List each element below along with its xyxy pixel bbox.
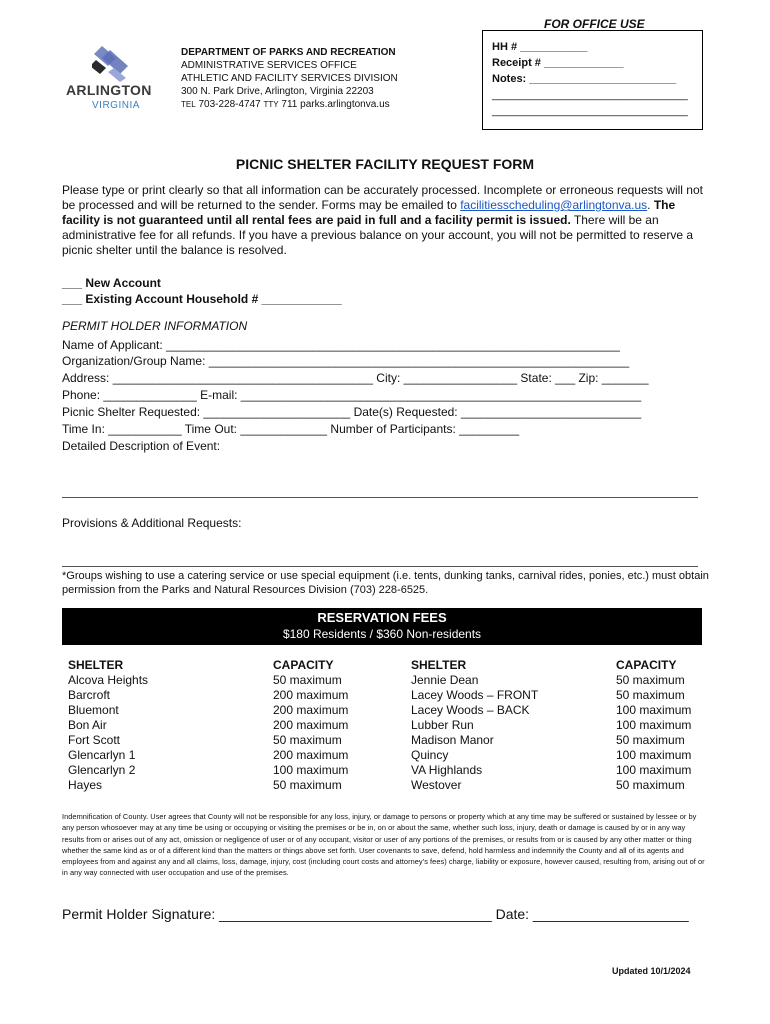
list-item: Lacey Woods – FRONT: [411, 688, 539, 702]
notes-field[interactable]: Notes: ________________________: [492, 73, 677, 85]
list-item: 200 maximum: [273, 688, 349, 702]
tty-label: TTY: [263, 100, 279, 109]
notes-line-1[interactable]: ________________________________: [492, 89, 688, 101]
shelter-list-right: [411, 673, 538, 793]
logo-name: ARLINGTON: [66, 82, 152, 98]
list-item: Barcroft: [68, 688, 111, 702]
list-item: Madison Manor: [411, 733, 494, 747]
catering-note: *Groups wishing to use a catering service or use special equipment (i.e. tents, dunking tanks, carnival rides, ponies, etc.) must obtain permission from the Parks and Natural Resources Division (703) 228-6525.: [62, 570, 709, 596]
reservation-fees-banner: [62, 608, 702, 645]
dept-contact: [181, 98, 398, 111]
tel-label: TEL: [181, 100, 196, 109]
list-item: 200 maximum: [273, 748, 349, 762]
provisions-line[interactable]: [62, 566, 698, 567]
shelter-date-field[interactable]: Picnic Shelter Requested: ______________________ Date(s) Requested: ___________________________: [62, 405, 642, 419]
applicant-name-field[interactable]: Name of Applicant: ____________________________________________________________________: [62, 338, 620, 352]
dept-division: ATHLETIC AND FACILITY SERVICES DIVISION: [181, 73, 398, 84]
list-item: 100 maximum: [616, 703, 692, 717]
list-item: Lacey Woods – BACK: [411, 703, 530, 717]
permit-holder-heading: PERMIT HOLDER INFORMATION: [62, 319, 248, 333]
department-block: [181, 46, 398, 111]
indemnification-text: Indemnification of County. User agrees that County will not be responsible for any loss, injury, or damage to persons or property which at any time may be suffered or sustained by lessee or by any person whosoever may at any time be using or occupying or visiting the premises or be in, on or about the same, whether such loss, injury, death or damage is caused by or in any way results from or arises out of any act, omission or negligence of user or of any occupant, visitor or user of any portions of the premises, or results from or is caused by any other matter or thing whether the same kind as or of a different kind than the matters or things above set forth. User covenants to save, defend, hold harmless and indemnify the County and all of its agents and employees from and against any and all claims, loss, damage, injury, cost (including court costs and attorney’s fees) charge, liability or exposure, however caused, resulting from, arising out of or in any way connected with user occupation and use of the premises.: [62, 812, 705, 878]
time-participants-field[interactable]: Time In: ___________ Time Out: _____________ Number of Participants: _________: [62, 422, 520, 436]
list-item: Lubber Run: [411, 718, 474, 732]
list-item: VA Highlands: [411, 763, 483, 777]
arlington-logo-icon: [92, 46, 132, 82]
shelter-list-left: [68, 673, 148, 793]
list-item: Glencarlyn 2: [68, 763, 136, 777]
list-item: 100 maximum: [616, 718, 692, 732]
list-item: 50 maximum: [616, 688, 685, 702]
list-item: 100 maximum: [273, 763, 349, 777]
list-item: Hayes: [68, 778, 103, 792]
receipt-field[interactable]: Receipt # _____________: [492, 57, 624, 69]
list-item: Quincy: [411, 748, 449, 762]
website[interactable]: parks.arlingtonva.us: [300, 99, 390, 110]
list-item: 100 maximum: [616, 763, 692, 777]
intro-paragraph: [62, 183, 712, 258]
provisions-label: Provisions & Additional Requests:: [62, 516, 242, 530]
list-item: Bon Air: [68, 718, 107, 732]
updated-date: Updated 10/1/2024: [612, 966, 691, 976]
signature-date-field[interactable]: Permit Holder Signature: ___________________________________ Date: ____________________: [62, 906, 689, 922]
fees-title: RESERVATION FEES: [317, 610, 447, 625]
shelter-header-left: SHELTER: [68, 658, 124, 672]
list-item: Westover: [411, 778, 462, 792]
capacity-header-left: CAPACITY: [273, 658, 334, 672]
capacity-list-left: [273, 673, 348, 793]
phone-email-field[interactable]: Phone: ______________ E-mail: ____________________________________________________________: [62, 388, 642, 402]
intro-bold-notice: The facility is not guaranteed until all rental fees are paid in full and a facility permit is issued.: [62, 198, 676, 227]
list-item: 50 maximum: [273, 778, 342, 792]
email-link[interactable]: facilitiesscheduling@arlingtonva.us: [460, 198, 648, 212]
fees-rate: $180 Residents / $360 Non-residents: [282, 627, 482, 641]
list-item: 50 maximum: [616, 673, 685, 687]
organization-field[interactable]: Organization/Group Name: _______________________________________________________________: [62, 354, 630, 368]
dept-office: ADMINISTRATIVE SERVICES OFFICE: [181, 60, 357, 71]
logo-sub: VIRGINIA: [92, 100, 140, 111]
tel-number: 703-228-4747: [198, 99, 261, 110]
office-use-box: [482, 30, 703, 130]
intro-text-2: .: [647, 198, 654, 212]
list-item: 100 maximum: [616, 748, 692, 762]
list-item: Fort Scott: [68, 733, 121, 747]
shelter-header-right: SHELTER: [411, 658, 467, 672]
list-item: Jennie Dean: [411, 673, 479, 687]
existing-account-option[interactable]: ___ Existing Account Household # ____________: [62, 292, 342, 306]
capacity-header-right: CAPACITY: [616, 658, 677, 672]
list-item: Alcova Heights: [68, 673, 149, 687]
list-item: 50 maximum: [616, 733, 685, 747]
office-use-label: FOR OFFICE USE: [544, 17, 645, 31]
list-item: 50 maximum: [273, 673, 342, 687]
form-title: PICNIC SHELTER FACILITY REQUEST FORM: [235, 156, 535, 172]
list-item: 50 maximum: [273, 733, 342, 747]
hh-field[interactable]: HH # ___________: [492, 41, 588, 53]
capacity-list-right: [616, 673, 691, 793]
list-item: 200 maximum: [273, 703, 349, 717]
list-item: 50 maximum: [616, 778, 685, 792]
list-item: 200 maximum: [273, 718, 349, 732]
dept-address: 300 N. Park Drive, Arlington, Virginia 22203: [181, 86, 374, 97]
tty-number: 711: [281, 99, 298, 110]
list-item: Glencarlyn 1: [68, 748, 136, 762]
intro-text-3: There will be an administrative fee for all refunds. If you have a previous balance on your account, you will not be permitted to reserve a picnic shelter until the balance is resolved.: [62, 213, 694, 257]
list-item: Bluemont: [68, 703, 119, 717]
dept-name: DEPARTMENT OF PARKS AND RECREATION: [181, 47, 396, 58]
notes-line-2[interactable]: ________________________________: [492, 105, 688, 117]
intro-text-1: Please type or print clearly so that all information can be accurately processed. Incomplete or erroneous requests will not be processed and will be returned to the sender. Forms may be emailed to: [62, 183, 703, 212]
address-field[interactable]: Address: _______________________________________ City: _________________ State: ___ Zip: _______: [62, 371, 649, 385]
event-description-line[interactable]: [62, 497, 698, 498]
event-description-label: Detailed Description of Event:: [62, 439, 221, 453]
new-account-option[interactable]: ___ New Account: [62, 276, 161, 290]
